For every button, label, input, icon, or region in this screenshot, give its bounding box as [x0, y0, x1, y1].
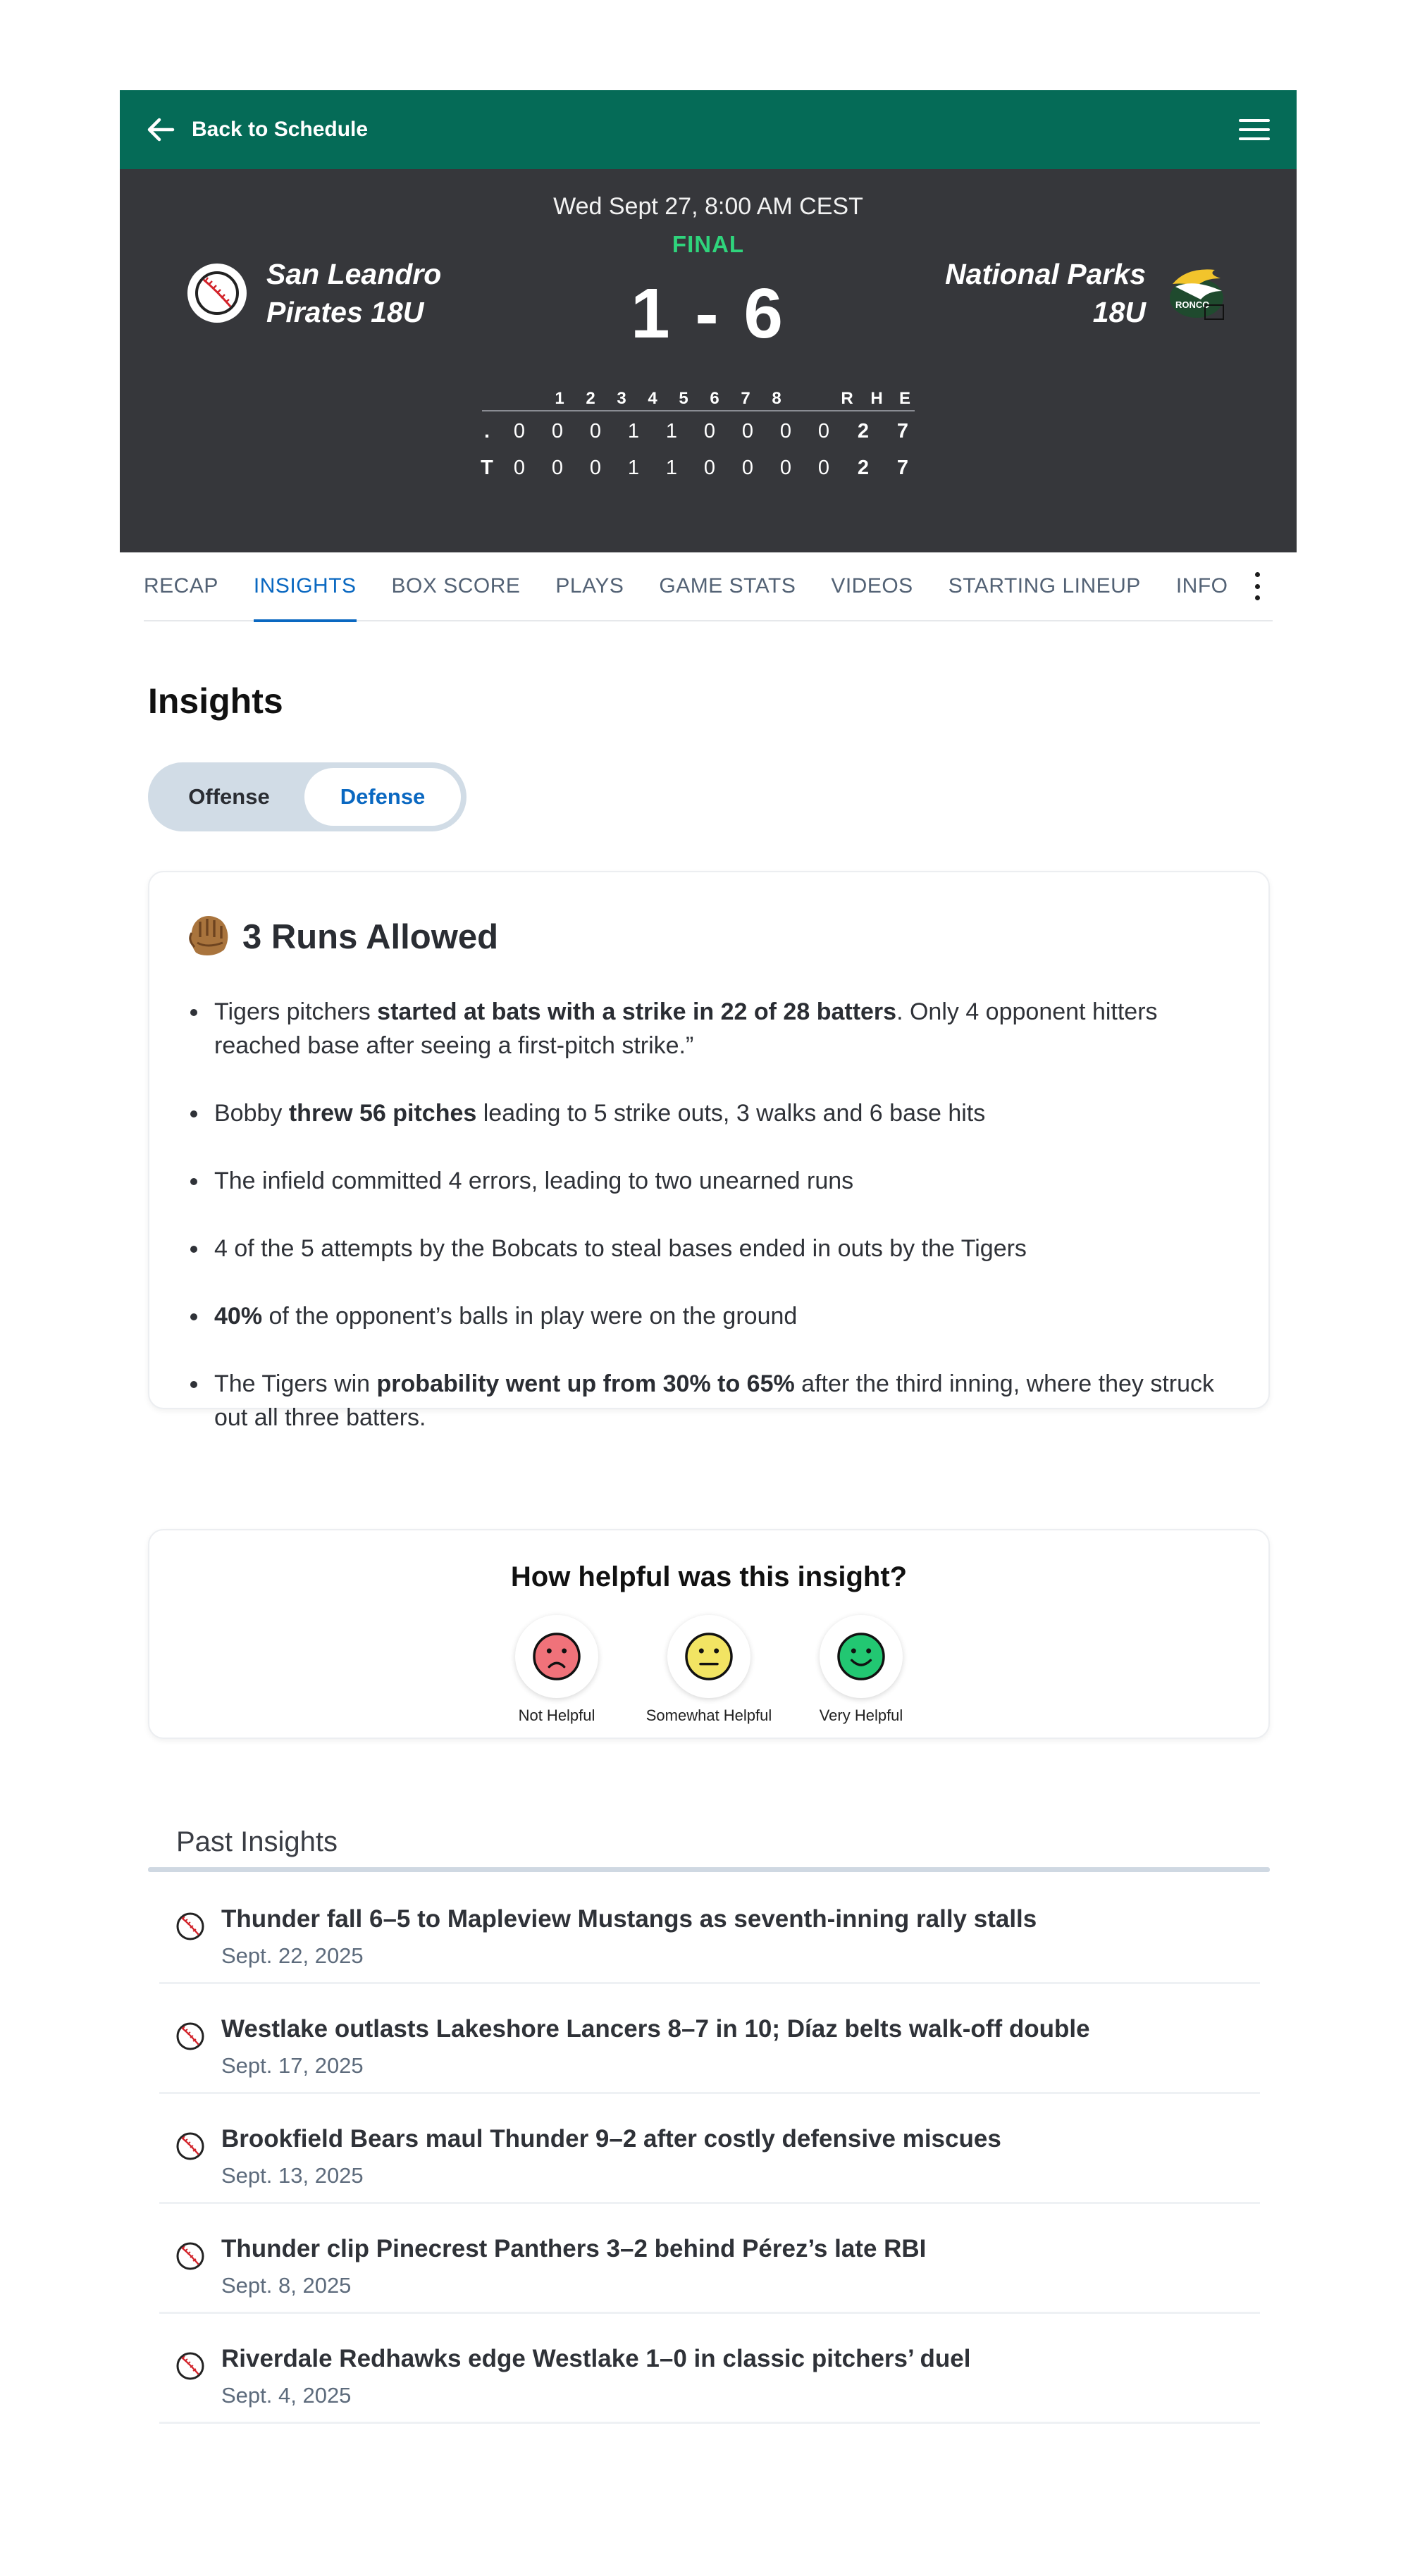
insight-bullet-text: leading to 5 strike outs, 3 walks and 6 base hits: [476, 1100, 986, 1127]
line-score-inning-value: 0: [703, 420, 716, 442]
svg-text:RONCO: RONCO: [1175, 299, 1210, 310]
insight-bullet-text: Bobby: [214, 1100, 289, 1127]
feedback-card: [148, 1529, 1270, 1739]
baseball-icon: [175, 2241, 206, 2272]
line-score-row: [482, 411, 915, 448]
neutral-face-icon[interactable]: [667, 1615, 750, 1698]
insight-bullet: [189, 1299, 1226, 1333]
hamburger-menu-icon[interactable]: [1239, 114, 1270, 145]
past-insight-title[interactable]: Thunder clip Pinecrest Panthers 3–2 behind Pérez’s late RBI: [221, 2235, 927, 2262]
past-insight-title[interactable]: Thunder fall 6–5 to Mapleview Mustangs as seventh-inning rally stalls: [221, 1905, 1037, 1933]
past-insight-item[interactable]: [159, 2094, 1260, 2204]
tab-videos[interactable]: VIDEOS: [831, 574, 913, 597]
line-score-r-value: 0: [817, 420, 830, 442]
line-score-inning-value: 0: [703, 457, 716, 479]
line-score-inning-value: 0: [551, 420, 564, 442]
past-insights-list: [159, 1874, 1260, 2424]
line-score-inning-value: 0: [513, 457, 526, 479]
line-score-team-label: .: [483, 420, 490, 442]
line-score-inning-value: 0: [741, 457, 754, 479]
past-insight-item[interactable]: [159, 2314, 1260, 2424]
line-score-header: [482, 386, 915, 411]
line-score-h-value: 2: [857, 420, 870, 442]
line-score-e-value: 7: [896, 457, 909, 479]
line-score-inning-value: 1: [665, 457, 678, 479]
line-score-inning-value: 0: [589, 420, 602, 442]
more-options-icon[interactable]: [1250, 572, 1264, 600]
tab-starting-lineup[interactable]: STARTING LINEUP: [948, 574, 1141, 597]
insight-bullet-text: The Tigers win: [214, 1370, 377, 1397]
past-insight-date: Sept. 4, 2025: [221, 2383, 352, 2408]
insight-title: 3 Runs Allowed: [242, 917, 499, 956]
feedback-options: [149, 1615, 1268, 1725]
feedback-option-sad[interactable]: [506, 1615, 607, 1725]
baseball-icon: [175, 2351, 206, 2382]
offense-defense-toggle: [148, 762, 466, 831]
line-score-col-header: 2: [586, 389, 595, 408]
baseball-logo-icon: [187, 264, 247, 323]
line-score-e-value: 7: [896, 420, 909, 442]
insight-bullet: [189, 995, 1226, 1063]
line-score-col-header: 8: [772, 389, 781, 408]
line-score-col-header: 6: [710, 389, 719, 408]
tab-info[interactable]: INFO: [1175, 574, 1228, 597]
line-score-h-value: 2: [857, 457, 870, 479]
game-page: [120, 90, 1297, 2408]
tab-box-score[interactable]: BOX SCORE: [391, 574, 521, 597]
tab-insights[interactable]: INSIGHTS: [254, 552, 357, 621]
past-insight-item[interactable]: [159, 2204, 1260, 2314]
baseball-glove-icon: [186, 912, 233, 962]
line-score-col-header: 3: [617, 389, 626, 408]
line-score-col-header: 5: [679, 389, 688, 408]
feedback-option-label: Not Helpful: [518, 1707, 595, 1724]
happy-face-icon[interactable]: [820, 1615, 903, 1698]
insight-card: [148, 871, 1270, 1431]
line-score-inning-value: 0: [513, 420, 526, 442]
past-insights-title: Past Insights: [176, 1826, 338, 1857]
insight-bullet-text: . Only 4 opponent hitters reached base after seeing a first-pitch strike.”: [214, 998, 1158, 1059]
scoreboard: [120, 169, 1297, 552]
feedback-option-label: Somewhat Helpful: [645, 1707, 772, 1724]
line-score-row: [482, 448, 915, 485]
past-insight-date: Sept. 17, 2025: [221, 2053, 364, 2078]
past-insight-date: Sept. 8, 2025: [221, 2273, 352, 2298]
feedback-option-happy[interactable]: [810, 1615, 912, 1725]
line-score-inning-value: 1: [627, 457, 640, 479]
back-to-schedule-link[interactable]: Back to Schedule: [192, 118, 369, 141]
insight-bullet: [189, 1367, 1226, 1435]
line-score-inning-value: 0: [779, 420, 792, 442]
line-score-inning-value: 0: [589, 457, 602, 479]
past-insight-date: Sept. 13, 2025: [221, 2163, 364, 2188]
line-score-col-header: H: [870, 389, 883, 408]
tab-game-stats[interactable]: GAME STATS: [659, 574, 796, 597]
defense-toggle-button[interactable]: Defense: [304, 768, 461, 826]
line-score-col-header: 4: [648, 389, 657, 408]
feedback-option-label: Very Helpful: [819, 1707, 903, 1724]
page-title: Insights: [148, 681, 283, 721]
past-insights-divider: [148, 1867, 1270, 1872]
top-bar: [120, 90, 1297, 169]
horse-logo-icon: [1166, 263, 1229, 323]
past-insight-item[interactable]: [159, 1984, 1260, 2094]
offense-toggle-button[interactable]: Offense: [188, 784, 270, 809]
insight-bullet-emphasis: probability went up from 30% to 65%: [376, 1370, 795, 1397]
line-score-inning-value: 0: [551, 457, 564, 479]
insight-bullets: [189, 995, 1226, 1468]
line-score-inning-value: 0: [741, 420, 754, 442]
past-insight-title[interactable]: Westlake outlasts Lakeshore Lancers 8–7 in 10; Díaz belts walk-off double: [221, 2015, 1090, 2043]
line-score: [482, 386, 915, 485]
line-score-col-header: E: [898, 389, 910, 408]
line-score-inning-value: 0: [779, 457, 792, 479]
past-insight-title[interactable]: Riverdale Redhawks edge Westlake 1–0 in classic pitchers’ duel: [221, 2345, 971, 2372]
line-score-col-header: 7: [741, 389, 750, 408]
sad-face-icon[interactable]: [515, 1615, 598, 1698]
insight-bullet-emphasis: started at bats with a strike in 22 of 28 batters: [377, 998, 897, 1025]
insight-bullet-text: after the third inning, where they struck out all three batters.: [214, 1370, 1215, 1431]
insight-bullet: [189, 1096, 1226, 1130]
tab-bar: [144, 552, 1273, 621]
insight-bullet-text: of the opponent’s balls in play were on the ground: [262, 1303, 798, 1330]
game-score: 1 - 6: [630, 274, 786, 353]
past-insight-item[interactable]: [159, 1874, 1260, 1984]
insight-bullet-text: 4 of the 5 attempts by the Bobcats to steal bases ended in outs by the Tigers: [214, 1235, 1027, 1262]
baseball-icon: [175, 1911, 206, 1942]
baseball-icon: [175, 2021, 206, 2052]
baseball-icon: [175, 2131, 206, 2162]
feedback-question: How helpful was this insight?: [510, 1561, 908, 1592]
insight-bullet-text: Tigers pitchers: [214, 998, 378, 1025]
game-date: Wed Sept 27, 8:00 AM CEST: [553, 193, 863, 220]
line-score-team-label: T: [481, 457, 493, 479]
insight-bullet-emphasis: threw 56 pitches: [288, 1100, 477, 1127]
away-team-name: National Parks 18U: [945, 258, 1146, 328]
insight-bullet-text: The infield committed 4 errors, leading to two unearned runs: [214, 1168, 854, 1194]
home-team[interactable]: [187, 255, 441, 331]
insight-header: [186, 912, 498, 962]
back-arrow-icon[interactable]: [145, 114, 176, 145]
past-insight-date: Sept. 22, 2025: [221, 1943, 364, 1968]
insight-bullet-emphasis: 40%: [214, 1303, 263, 1330]
insight-bullet: [189, 1232, 1226, 1265]
line-score-inning-value: 1: [627, 420, 640, 442]
game-status: FINAL: [672, 231, 745, 257]
home-team-name: San Leandro Pirates 18U: [266, 258, 442, 328]
line-score-inning-value: 1: [665, 420, 678, 442]
tab-plays[interactable]: PLAYS: [555, 574, 624, 597]
line-score-col-header: 1: [555, 389, 564, 408]
feedback-option-neutral[interactable]: [645, 1615, 772, 1725]
line-score-r-value: 0: [817, 457, 830, 479]
line-score-col-header: R: [841, 389, 853, 408]
insight-bullet: [189, 1164, 1226, 1198]
past-insight-title[interactable]: Brookfield Bears maul Thunder 9–2 after costly defensive miscues: [221, 2125, 1001, 2153]
away-team[interactable]: [945, 255, 1229, 331]
tab-recap[interactable]: RECAP: [144, 574, 218, 597]
